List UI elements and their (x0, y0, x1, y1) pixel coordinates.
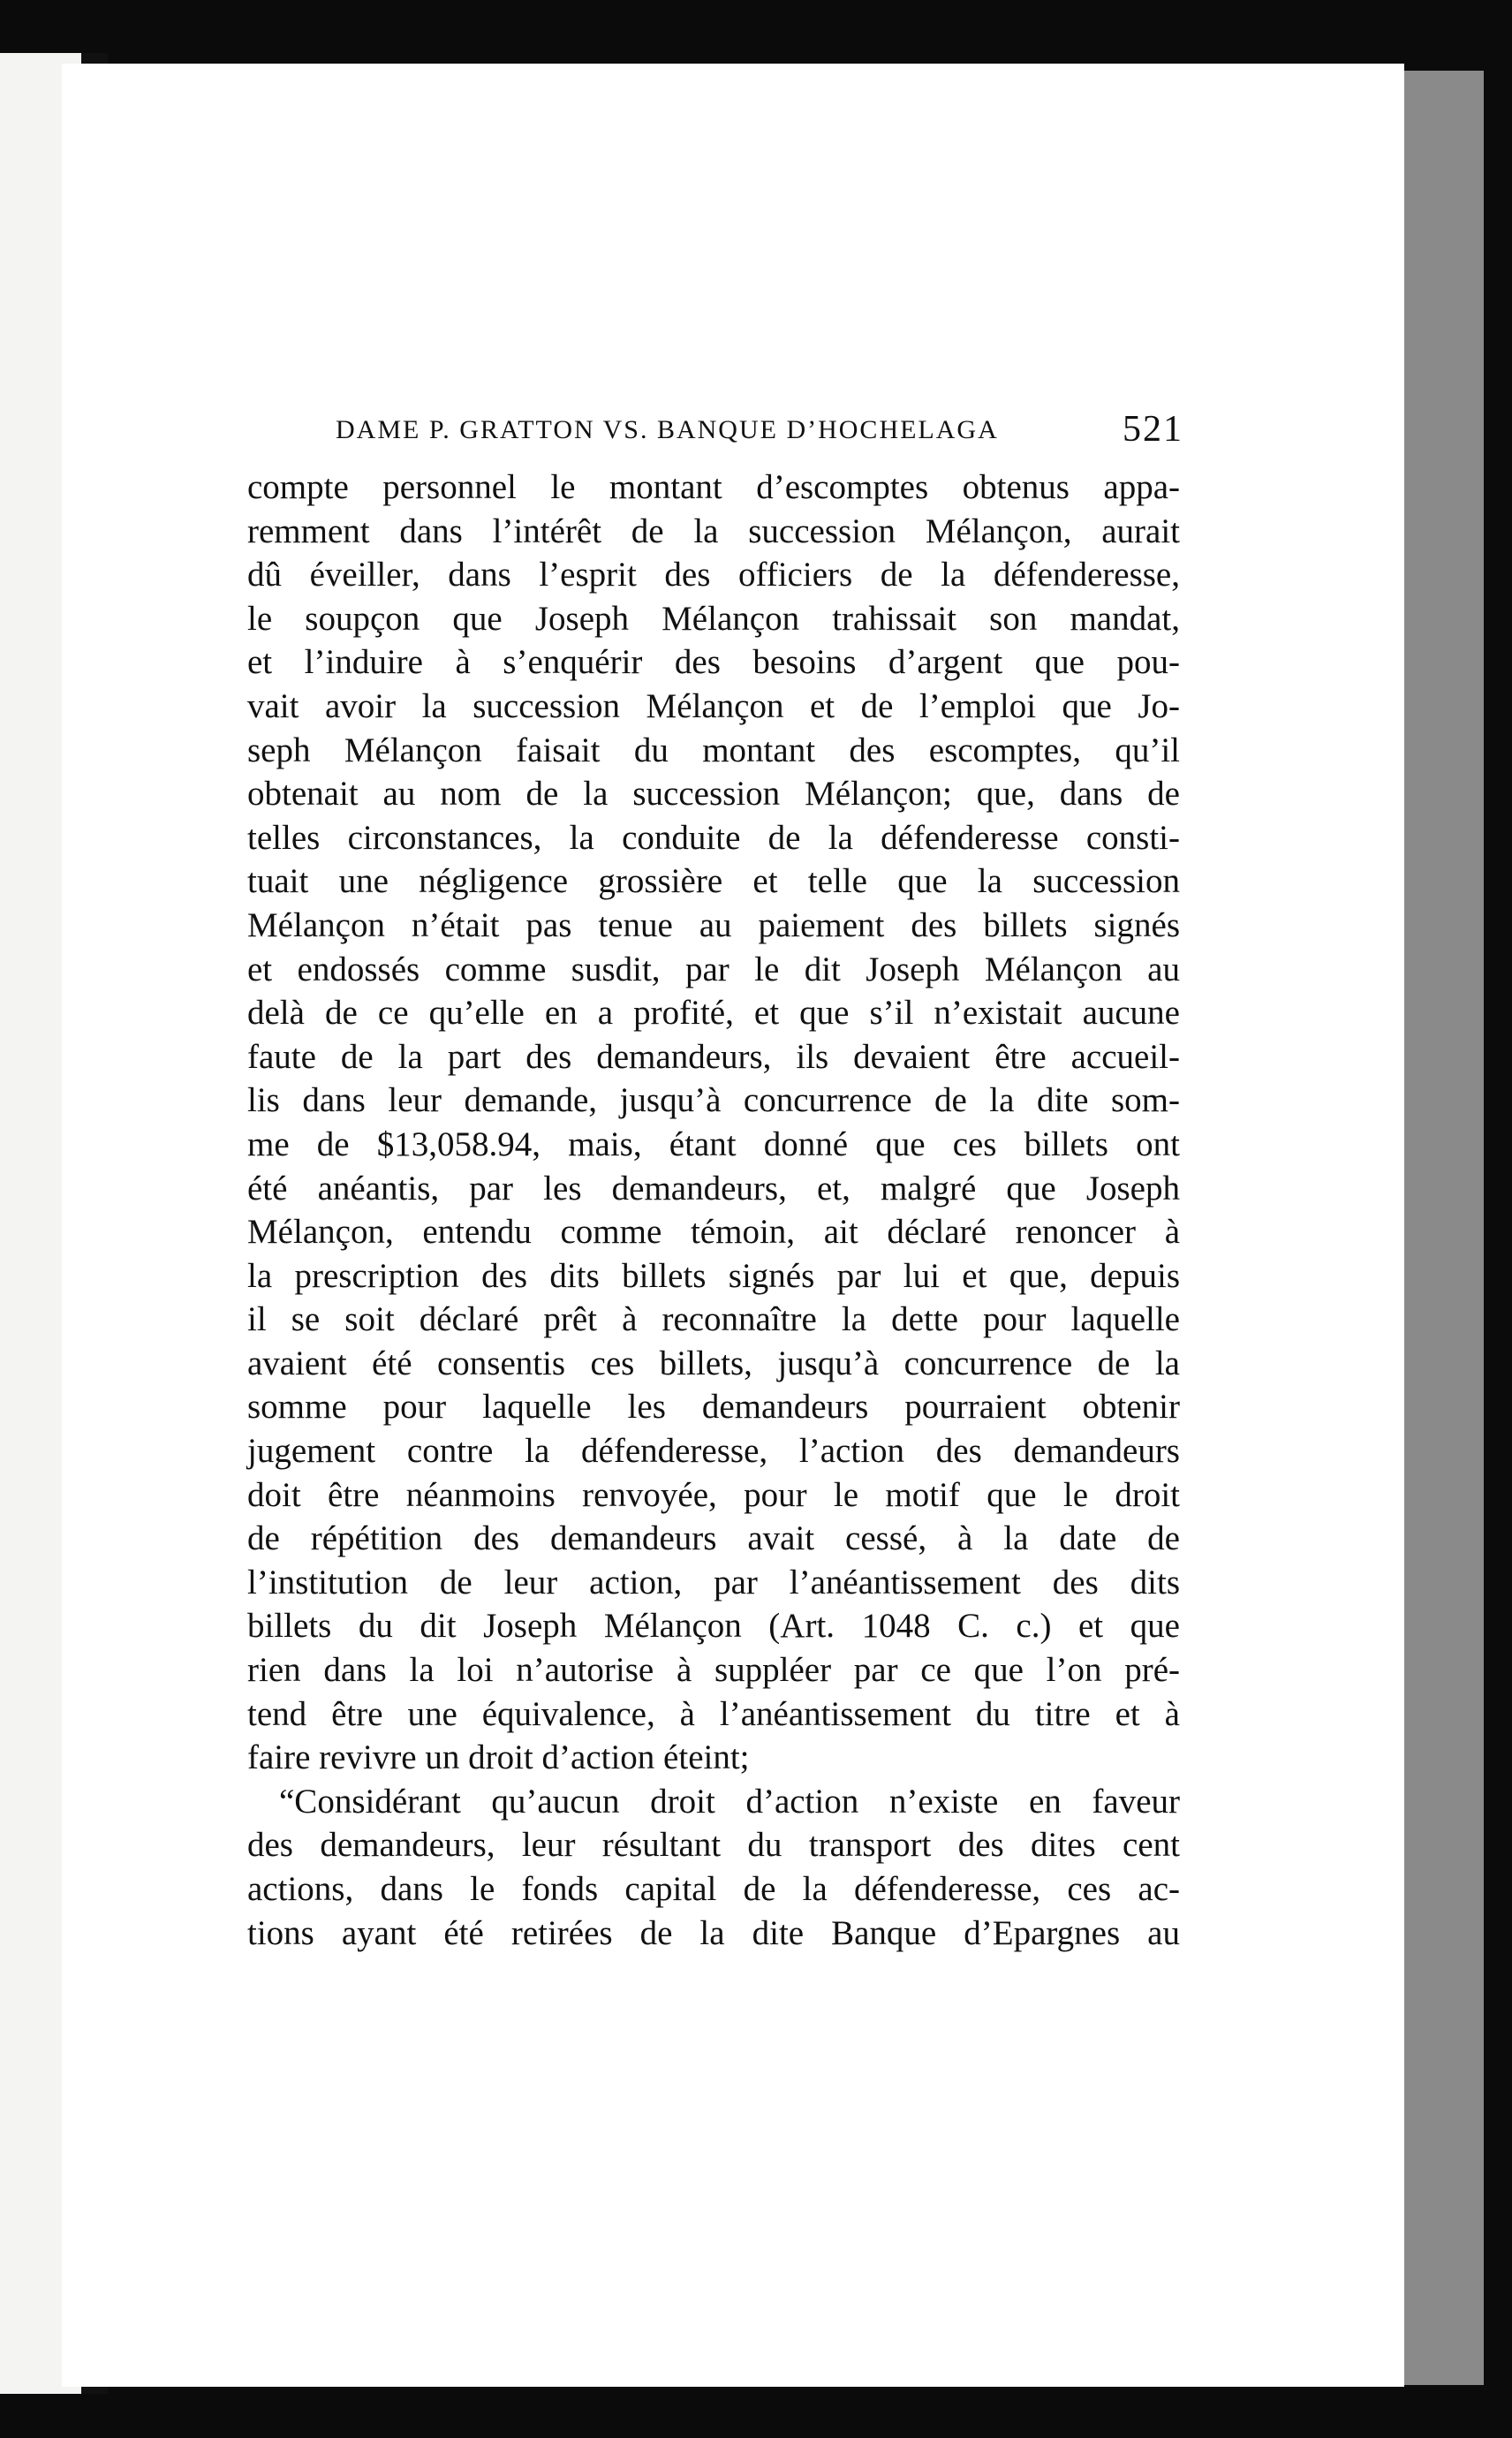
text-line: seph Mélançon faisait du montant des escomptes, qu’il (247, 731, 1180, 769)
book-page (62, 64, 1404, 2387)
text-line: Mélançon n’était pas tenue au paiement des billets signés (247, 905, 1180, 944)
text-line: l’institution de leur action, par l’anéantissement des dits (247, 1563, 1180, 1601)
text-line: me de $13,058.94, mais, étant donné que ces billets ont (247, 1124, 1180, 1163)
text-line: la prescription des dits billets signés par lui et que, depuis (247, 1256, 1180, 1295)
running-title: DAME P. GRATTON VS. BANQUE D’HOCHELAGA (336, 415, 999, 444)
text-line: telles circonstances, la conduite de la défenderesse consti- (247, 818, 1180, 857)
text-line: remment dans l’intérêt de la succession Mélançon, aurait (247, 511, 1180, 550)
paragraph (247, 466, 1180, 1780)
text-line: Mélançon, entendu comme témoin, ait déclaré renoncer à (247, 1213, 1180, 1252)
text-line: tions ayant été retirées de la dite Banque d’Epargnes au (247, 1913, 1180, 1952)
text-line: vait avoir la succession Mélançon et de l’emploi que Jo- (247, 686, 1180, 725)
page-number: 521 (1123, 409, 1183, 450)
body-text (247, 466, 1180, 1955)
text-line: avaient été consentis ces billets, jusqu’à concurrence de la (247, 1344, 1180, 1382)
text-line: billets du dit Joseph Mélançon (Art. 1048 C. c.) et que (247, 1607, 1180, 1646)
text-line: actions, dans le fonds capital de la défenderesse, ces ac- (247, 1870, 1180, 1908)
paragraph (247, 1780, 1180, 1955)
text-line: dû éveiller, dans l’esprit des officiers de la défenderesse, (247, 556, 1180, 594)
text-line: il se soit déclaré prêt à reconnaître la dette pour laquelle (247, 1300, 1180, 1339)
text-line: et endossés comme susdit, par le dit Joseph Mélançon au (247, 950, 1180, 988)
text-line: faire revivre un droit d’action éteint; (247, 1738, 750, 1777)
text-line: de répétition des demandeurs avait cessé, à la date de (247, 1519, 1180, 1558)
text-line: des demandeurs, leur résultant du transport des dites cent (247, 1826, 1180, 1865)
text-line: rien dans la loi n’autorise à suppléer par ce que l’on pré- (247, 1651, 1180, 1690)
text-line: “Considérant qu’aucun droit d’action n’existe en faveur (279, 1782, 1180, 1821)
text-line: jugement contre la défenderesse, l’action des demandeurs (247, 1432, 1180, 1471)
text-line: delà de ce qu’elle en a profité, et que s’il n’existait aucune (247, 994, 1180, 1033)
text-line: obtenait au nom de la succession Mélançon; que, dans de (247, 775, 1180, 814)
text-line: compte personnel le montant d’escomptes obtenus appa- (247, 468, 1180, 506)
text-line: lis dans leur demande, jusqu’à concurrence de la dite som- (247, 1081, 1180, 1120)
text-line: somme pour laquelle les demandeurs pourraient obtenir (247, 1388, 1180, 1427)
text-line: faute de la part des demandeurs, ils devaient être accueil- (247, 1037, 1180, 1076)
text-line: tuait une négligence grossière et telle que la succession (247, 862, 1180, 901)
text-line: le soupçon que Joseph Mélançon trahissait son mandat, (247, 599, 1180, 638)
text-line: été anéantis, par les demandeurs, et, malgré que Joseph (247, 1169, 1180, 1208)
running-head (336, 408, 1183, 461)
text-line: et l’induire à s’enquérir des besoins d’argent que pou- (247, 643, 1180, 682)
text-line: doit être néanmoins renvoyée, pour le motif que le droit (247, 1475, 1180, 1514)
text-line: tend être une équivalence, à l’anéantissement du titre et à (247, 1694, 1180, 1733)
